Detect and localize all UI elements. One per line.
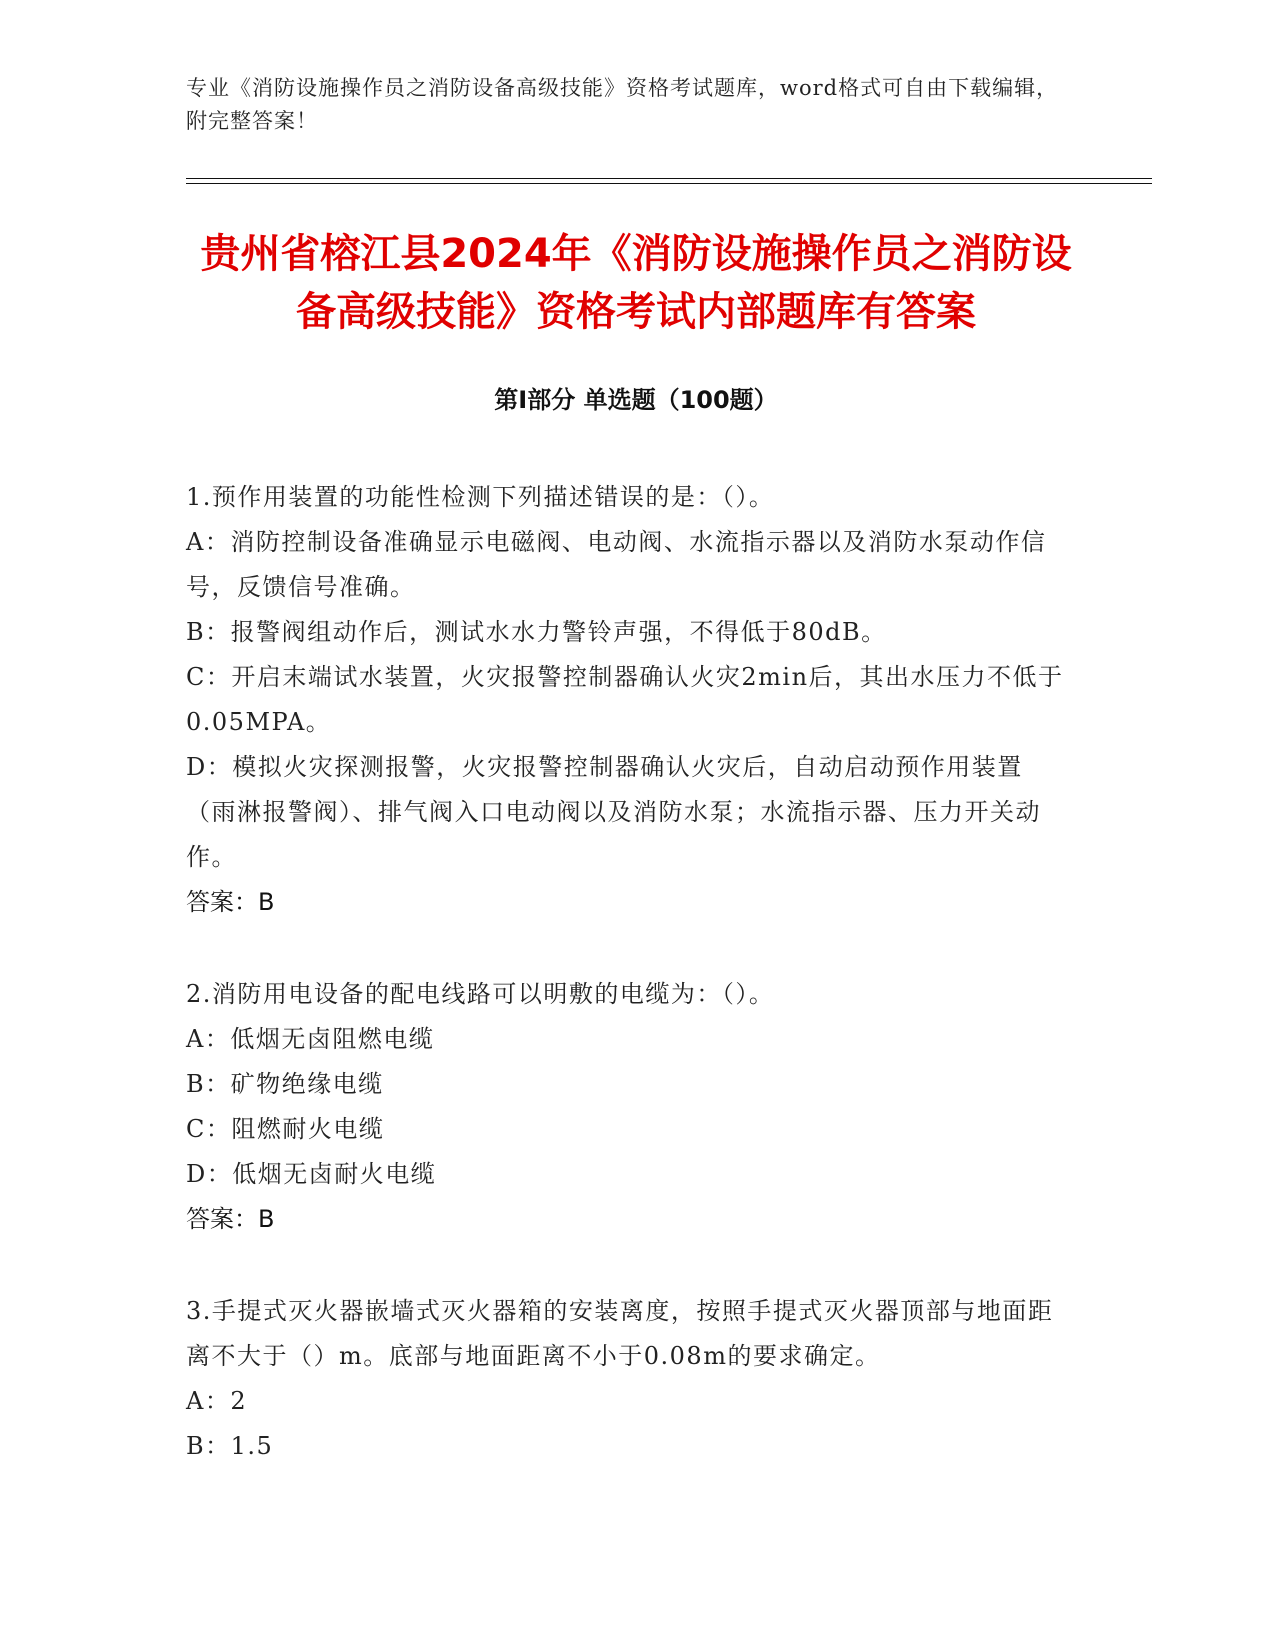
question-option: A：低烟无卤阻燃电缆 [186, 1025, 435, 1053]
question-option: D：低烟无卤耐火电缆 [186, 1160, 437, 1188]
question-option: D：模拟火灾探测报警，火灾报警控制器确认火灾后，自动启动预作用装置（雨淋报警阀）、排气阀入口电动阀以及消防水泵；水流指示器、压力开关动作。 [186, 753, 1041, 871]
question-item [186, 475, 1066, 925]
question-list [186, 475, 1066, 1516]
question-stem: 2.消防用电设备的配电线路可以明敷的电缆为：（）。 [186, 980, 775, 1008]
question-item [186, 1289, 1066, 1469]
header-divider-top [186, 178, 1152, 179]
question-item [186, 972, 1066, 1242]
question-option: A：消防控制设备准确显示电磁阀、电动阀、水流指示器以及消防水泵动作信号，反馈信号准确。 [186, 528, 1047, 601]
header-note: 专业《消防设施操作员之消防设备高级技能》资格考试题库，word格式可自由下载编辑，附完整答案！ [186, 76, 1059, 133]
question-option: C：开启末端试水装置，火灾报警控制器确认火灾2min后，其出水压力不低于0.05MPA。 [186, 663, 1064, 736]
question-option: B：报警阀组动作后，测试水水力警铃声强，不得低于80dB。 [186, 618, 887, 646]
question-option: B：矿物绝缘电缆 [186, 1070, 384, 1098]
question-option: A：2 [186, 1387, 248, 1415]
section-title: 第Ⅰ部分 单选题（100题） [494, 386, 778, 414]
document-title: 贵州省榕江县2024年《消防设施操作员之消防设备高级技能》资格考试内部题库有答案 [200, 231, 1072, 335]
question-answer: 答案：B [186, 1205, 275, 1233]
question-option: C：阻燃耐火电缆 [186, 1115, 385, 1143]
question-option: B：1.5 [186, 1432, 274, 1460]
question-stem: 1.预作用装置的功能性检测下列描述错误的是：（）。 [186, 483, 775, 511]
header-divider-bottom [186, 183, 1152, 184]
question-answer: 答案：B [186, 888, 275, 916]
question-stem: 3.手提式灭火器嵌墙式灭火器箱的安装离度，按照手提式灭火器顶部与地面距离不大于（）m。底部与地面距离不小于0.08m的要求确定。 [186, 1297, 1054, 1370]
